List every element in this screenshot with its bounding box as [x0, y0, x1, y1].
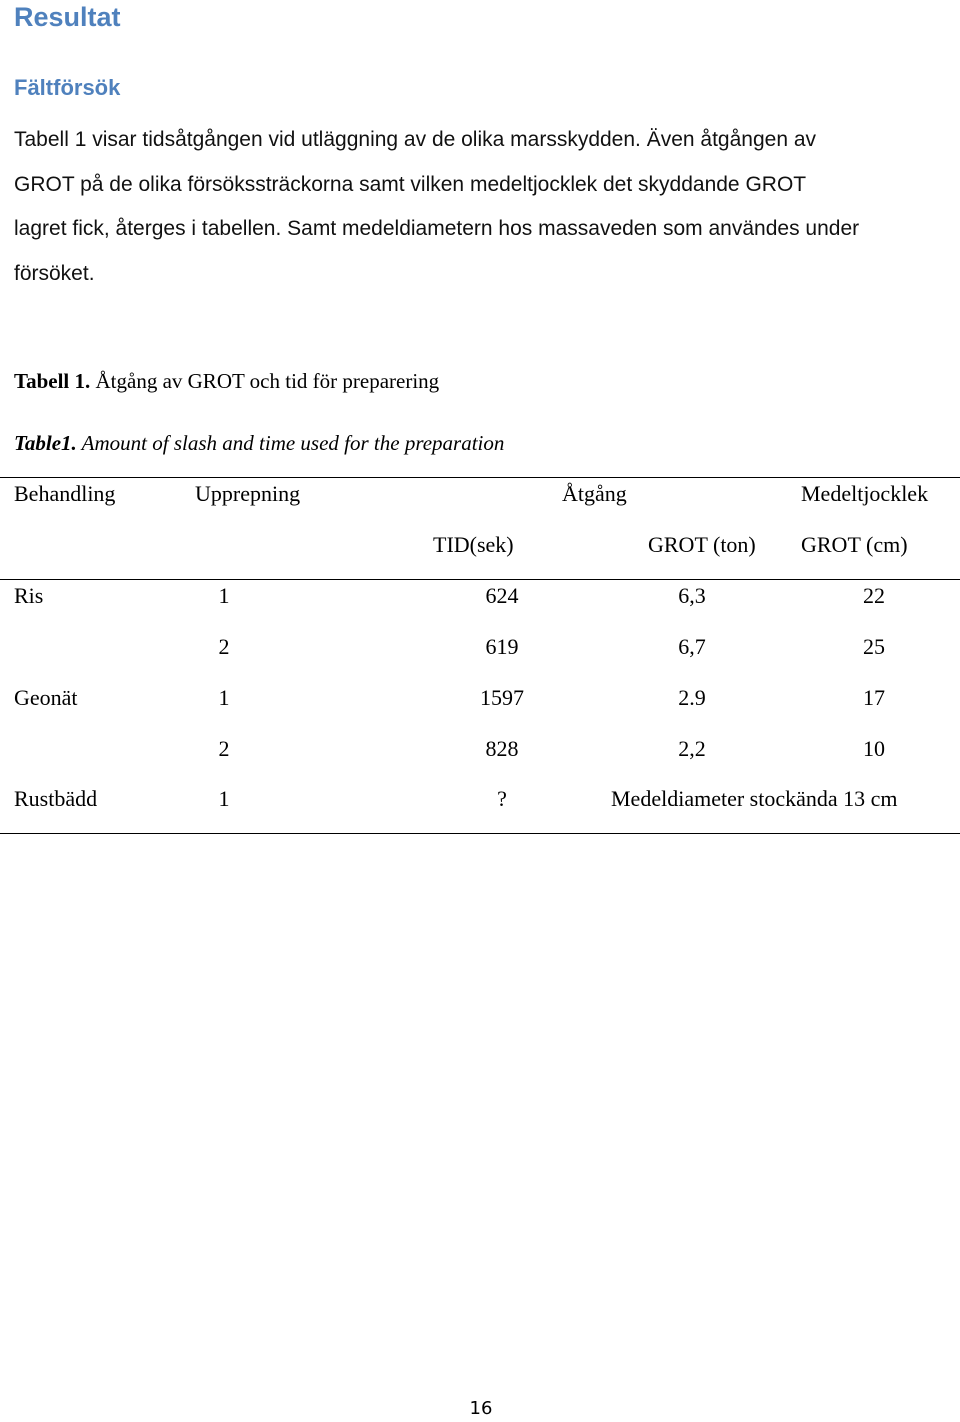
cell-behandling: Rustbädd	[14, 786, 98, 811]
caption-label: Table1.	[14, 431, 77, 455]
header-tid: TID(sek)	[433, 532, 514, 557]
table-header-rule	[0, 579, 960, 580]
cell-tid: 624	[485, 583, 519, 608]
cell-grot-cm: 17	[863, 685, 885, 710]
cell-grot-cm: 22	[863, 583, 885, 608]
table-caption-english	[14, 431, 504, 456]
table-top-rule	[0, 477, 960, 478]
header-medeltjocklek: Medeltjocklek	[801, 481, 929, 506]
paragraph-line: Tabell 1 visar tidsåtgången vid utläggning av de olika marsskydden. Även åtgången av	[14, 128, 817, 151]
cell-behandling: Geonät	[14, 685, 78, 710]
cell-grot-ton: 6,7	[678, 634, 706, 659]
cell-tid: ?	[497, 786, 507, 811]
table-caption-swedish	[14, 369, 439, 394]
body-paragraph	[14, 118, 954, 296]
cell-tid: 619	[485, 634, 519, 659]
cell-grot-cm: 25	[863, 634, 885, 659]
paragraph-line: lagret fick, återges i tabellen. Samt medeldiametern hos massaveden som användes under	[14, 217, 860, 240]
caption-text: Amount of slash and time used for the preparation	[76, 431, 505, 455]
cell-grot-ton: 2,2	[678, 736, 706, 761]
cell-note: Medeldiameter stockända 13 cm	[611, 786, 898, 811]
paragraph-line: försöket.	[14, 261, 95, 285]
header-grot-cm: GROT (cm)	[801, 532, 908, 557]
cell-upprepning: 1	[218, 786, 230, 811]
cell-upprepning: 2	[218, 634, 230, 659]
cell-upprepning: 1	[218, 583, 230, 608]
header-grot-ton: GROT (ton)	[648, 532, 756, 557]
cell-grot-ton: 2.9	[678, 685, 706, 710]
caption-text: Åtgång av GROT och tid för preparering	[90, 369, 440, 393]
header-atgang: Åtgång	[562, 481, 627, 506]
cell-grot-cm: 10	[863, 736, 885, 761]
header-behandling: Behandling	[14, 481, 116, 506]
cell-upprepning: 2	[218, 736, 230, 761]
cell-behandling: Ris	[14, 583, 44, 608]
page-heading: Resultat	[14, 2, 121, 32]
cell-grot-ton: 6,3	[678, 583, 706, 608]
page-number: 16	[469, 1398, 493, 1419]
table-bottom-rule	[0, 833, 960, 834]
caption-label: Tabell 1.	[14, 369, 91, 393]
header-upprepning: Upprepning	[195, 481, 301, 506]
section-heading: Fältförsök	[14, 75, 121, 100]
cell-upprepning: 1	[218, 685, 230, 710]
cell-tid: 828	[485, 736, 519, 761]
paragraph-line: GROT på de olika försökssträckorna samt vilken medeltjocklek det skyddande GROT	[14, 172, 807, 196]
cell-tid: 1597	[480, 685, 524, 710]
